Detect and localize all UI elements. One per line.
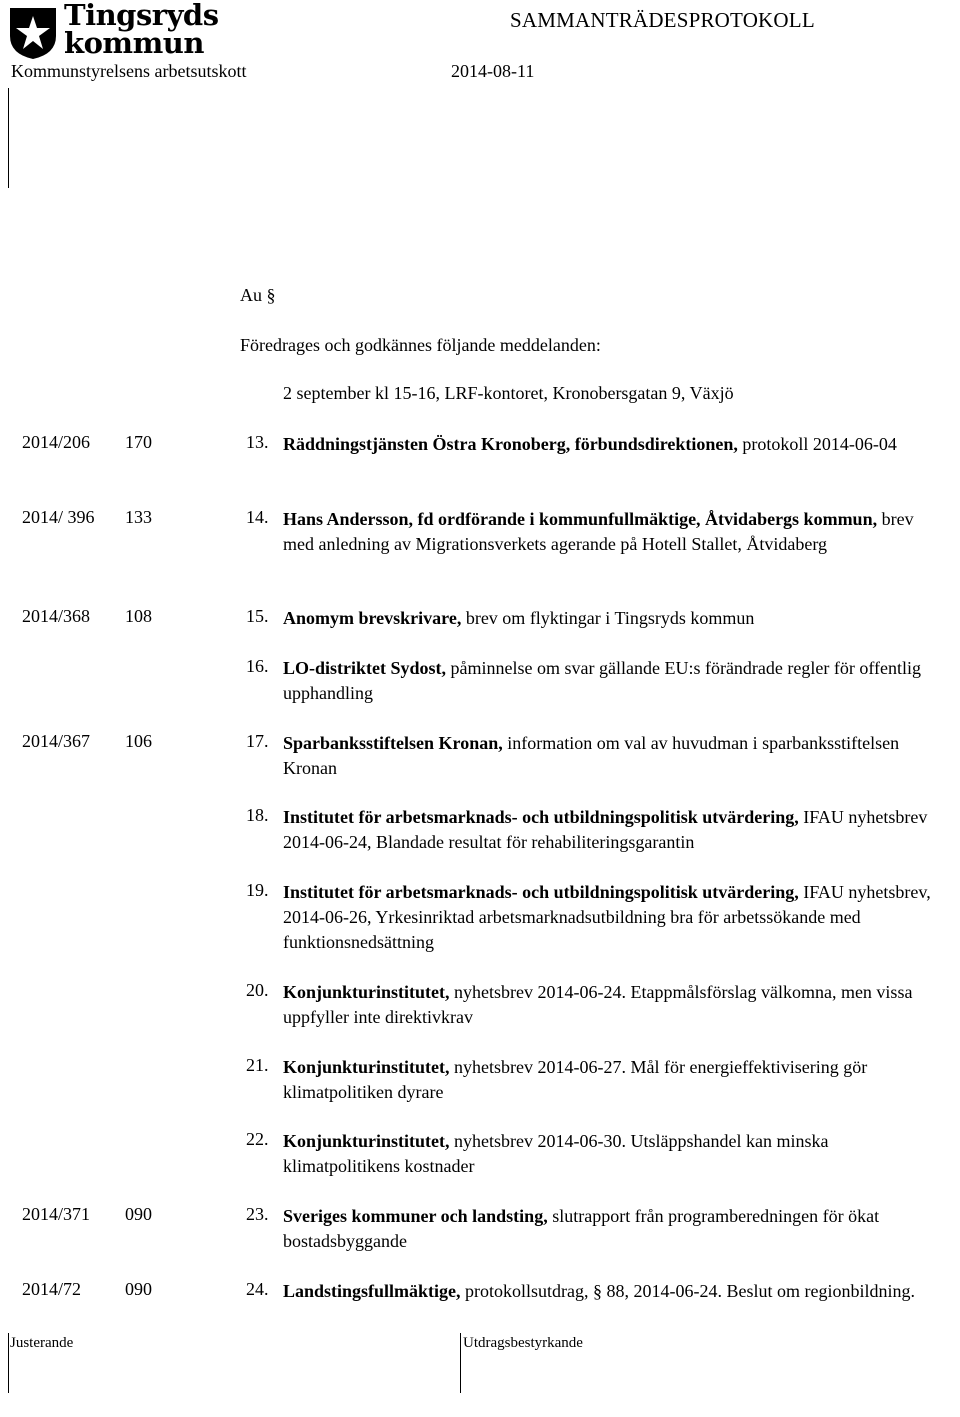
item-text	[283, 880, 943, 955]
logo-wordmark	[64, 0, 219, 60]
paragraph-code: 090	[125, 1204, 152, 1224]
item-number: 14.	[246, 507, 269, 527]
item-description: protokoll 2014-06-04	[737, 434, 897, 454]
item-text	[283, 1204, 943, 1254]
logo-line-2: kommun	[64, 26, 204, 60]
item-sender: Sparbanksstiftelsen Kronan,	[283, 733, 503, 753]
item-sender: Institutet för arbetsmarknads- och utbildningspolitisk utvärdering,	[283, 807, 799, 827]
item-text	[283, 606, 943, 631]
item-number: 21.	[246, 1055, 269, 1075]
diary-number: 2014/367	[22, 731, 91, 751]
item-description: nyhetsbrev 2014-06-30. Utsläppshandel kan minska klimatpolitikens kostnader	[283, 1131, 829, 1176]
diary-number: 2014/ 396	[22, 507, 95, 527]
item-number: 16.	[246, 656, 269, 676]
item-sender: Anomym brevskrivare,	[283, 608, 462, 628]
item-text	[283, 980, 943, 1030]
item-description: IFAU nyhetsbrev 2014-06-24, Blandade resultat för rehabiliteringsgarantin	[283, 807, 928, 852]
item-number: 15.	[246, 606, 269, 626]
item-text	[283, 507, 943, 557]
item-number: 19.	[246, 880, 269, 900]
item-number: 18.	[246, 805, 269, 825]
footer-divider	[460, 1333, 461, 1393]
item-description: brev om flyktingar i Tingsryds kommun	[461, 608, 755, 628]
paragraph-code: 106	[125, 731, 152, 751]
item-description: påminnelse om svar gällande EU:s förändrade regler för offentlig upphandling	[283, 658, 922, 703]
item-description: nyhetsbrev 2014-06-27. Mål för energieffektivisering gör klimatpolitiken dyrare	[283, 1057, 868, 1102]
diary-number: 2014/368	[22, 606, 91, 626]
item-number: 24.	[246, 1279, 269, 1299]
item-number: 23.	[246, 1204, 269, 1224]
item-sender: Landstingsfullmäktige,	[283, 1281, 461, 1301]
item-number: 17.	[246, 731, 269, 751]
item-description: IFAU nyhetsbrev, 2014-06-26, Yrkesinriktad arbetsmarknadsutbildning bra för arbetssökande med funktionsnedsättning	[283, 882, 931, 952]
diary-number: 2014/371	[22, 1204, 91, 1224]
logo-line-1: Tingsryds	[64, 0, 219, 32]
justerande-label: Justerande	[10, 1335, 74, 1351]
document-title: SAMMANTRÄDESPROTOKOLL	[510, 8, 815, 32]
item-text	[283, 1129, 943, 1179]
item-sender: Konjunkturinstitutet,	[283, 1057, 450, 1077]
item-sender: Institutet för arbetsmarknads- och utbildningspolitisk utvärdering,	[283, 882, 799, 902]
meeting-note: 2 september kl 15-16, LRF-kontoret, Kronobersgatan 9, Växjö	[283, 383, 734, 403]
item-text	[283, 805, 943, 855]
utdragsbestyrkande-label: Utdragsbestyrkande	[463, 1335, 583, 1351]
item-number: 22.	[246, 1129, 269, 1149]
item-description: nyhetsbrev 2014-06-24. Etappmålsförslag välkomna, men vissa uppfyller inte direktivkrav	[283, 982, 913, 1027]
paragraph-code: 170	[125, 432, 152, 452]
item-text	[283, 731, 943, 781]
margin-line-bottom	[8, 1333, 9, 1393]
item-number: 13.	[246, 432, 269, 452]
item-text	[283, 656, 943, 706]
item-sender: Räddningstjänsten Östra Kronoberg, förbundsdirektionen,	[283, 434, 738, 454]
diary-number: 2014/72	[22, 1279, 82, 1299]
diary-number: 2014/206	[22, 432, 91, 452]
margin-line-top	[8, 88, 9, 188]
intro-text: Föredrages och godkännes följande meddelanden:	[240, 335, 601, 355]
item-text	[283, 1055, 943, 1105]
meeting-date: 2014-08-11	[451, 61, 535, 81]
paragraph-code: 133	[125, 507, 152, 527]
item-sender: Konjunkturinstitutet,	[283, 1131, 450, 1151]
item-sender: Hans Andersson, fd ordförande i kommunfullmäktige, Åtvidabergs kommun,	[283, 509, 878, 529]
item-sender: Sveriges kommuner och landsting,	[283, 1206, 548, 1226]
paragraph-code: 090	[125, 1279, 152, 1299]
item-number: 20.	[246, 980, 269, 1000]
section-heading: Au §	[240, 285, 276, 305]
item-description: slutrapport från programberedningen för ökat bostadsbyggande	[283, 1206, 880, 1251]
municipality-crest-icon	[8, 6, 58, 61]
item-sender: Konjunkturinstitutet,	[283, 982, 450, 1002]
item-text	[283, 432, 943, 457]
board-name: Kommunstyrelsens arbetsutskott	[11, 61, 247, 81]
item-description: information om val av huvudman i sparbanksstiftelsen Kronan	[283, 733, 900, 778]
item-description: protokollsutdrag, § 88, 2014-06-24. Beslut om regionbildning.	[460, 1281, 916, 1301]
paragraph-code: 108	[125, 606, 152, 626]
item-text	[283, 1279, 943, 1304]
item-description: brev med anledning av Migrationsverkets agerande på Hotell Stallet, Åtvidaberg	[283, 509, 914, 554]
item-sender: LO-distriktet Sydost,	[283, 658, 447, 678]
